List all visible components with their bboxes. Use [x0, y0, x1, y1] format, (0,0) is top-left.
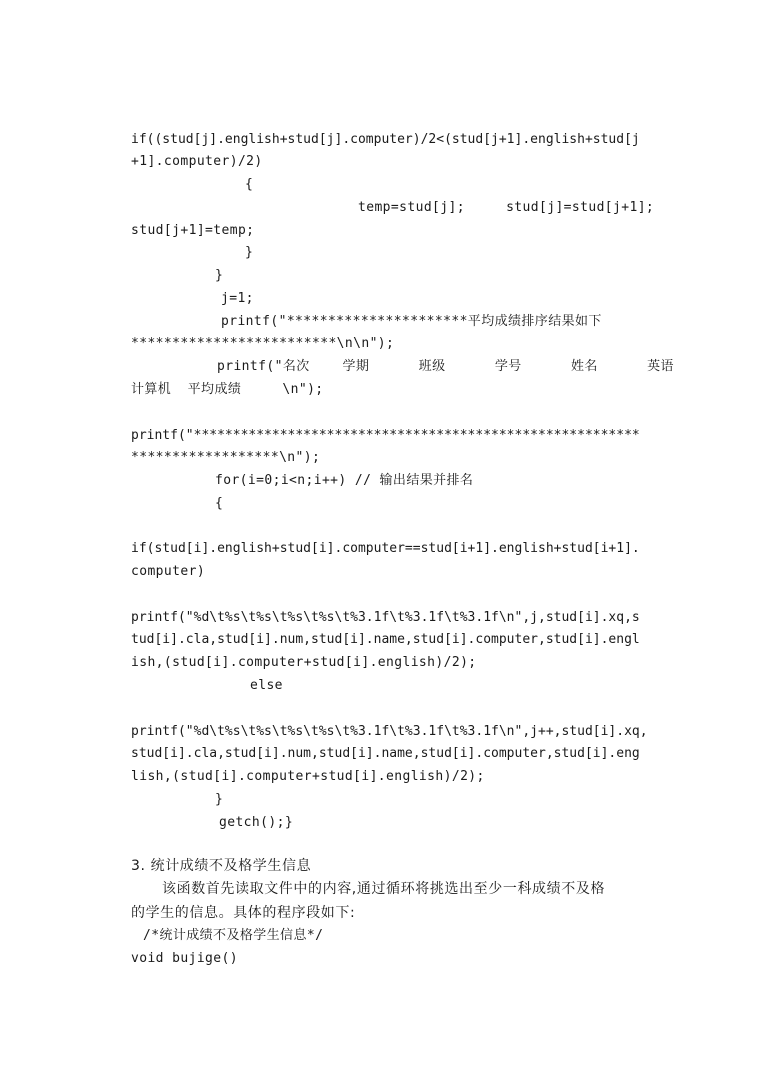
code-line: else	[250, 678, 283, 693]
code-line: +1].computer)/2)	[131, 154, 263, 169]
code-line: printf("%d\t%s\t%s\t%s\t%s\t%3.1f\t%3.1f\t%3.1f\n",j,stud[i].xq,s	[131, 610, 640, 625]
code-line: stud[j+1]=temp;	[131, 223, 255, 238]
paragraph-line: 该函数首先读取文件中的内容,通过循环将挑选出至少一科成绩不及格	[162, 881, 606, 897]
code-line: printf("*********************************************************	[131, 428, 640, 443]
code-line: lish,(stud[i].computer+stud[i].english)/2);	[131, 769, 485, 784]
code-line: }	[215, 792, 224, 807]
code-line: {	[215, 496, 224, 511]
section-heading: 3. 统计成绩不及格学生信息	[131, 858, 312, 874]
code-line: }	[215, 268, 224, 283]
code-line: *************************\n\n");	[131, 336, 395, 351]
code-line: {	[245, 177, 254, 192]
code-line: for(i=0;i<n;i++) // 输出结果并排名	[215, 473, 474, 488]
code-line: ******************\n");	[131, 450, 321, 465]
code-line: if((stud[j].english+stud[j].computer)/2<(stud[j+1].english+stud[j	[131, 132, 640, 147]
code-line: if(stud[i].english+stud[i].computer==stud[i+1].english+stud[i+1].	[131, 541, 640, 556]
code-line: getch();}	[219, 815, 294, 830]
code-line: temp=stud[j]; stud[j]=stud[j+1];	[358, 200, 655, 215]
code-line: j=1;	[221, 291, 254, 306]
code-line: ish,(stud[i].computer+stud[i].english)/2);	[131, 655, 477, 670]
code-line: }	[245, 245, 254, 260]
code-line: computer)	[131, 564, 206, 579]
code-line: tud[i].cla,stud[i].num,stud[i].name,stud[i].computer,stud[i].engl	[131, 632, 640, 647]
code-line: printf("%d\t%s\t%s\t%s\t%s\t%3.1f\t%3.1f\t%3.1f\n",j++,stud[i].xq,	[131, 724, 648, 739]
code-comment: /*统计成绩不及格学生信息*/	[143, 928, 324, 943]
code-line: stud[i].cla,stud[i].num,stud[i].name,stud[i].computer,stud[i].eng	[131, 746, 640, 761]
paragraph-line: 的学生的信息。具体的程序段如下:	[131, 905, 356, 921]
code-line: printf("**********************平均成绩排序结果如下	[221, 314, 602, 329]
code-line: void bujige()	[131, 951, 238, 966]
code-line: printf("名次 学期 班级 学号 姓名 英语	[217, 359, 674, 374]
code-line: 计算机 平均成绩 \n");	[131, 382, 324, 397]
